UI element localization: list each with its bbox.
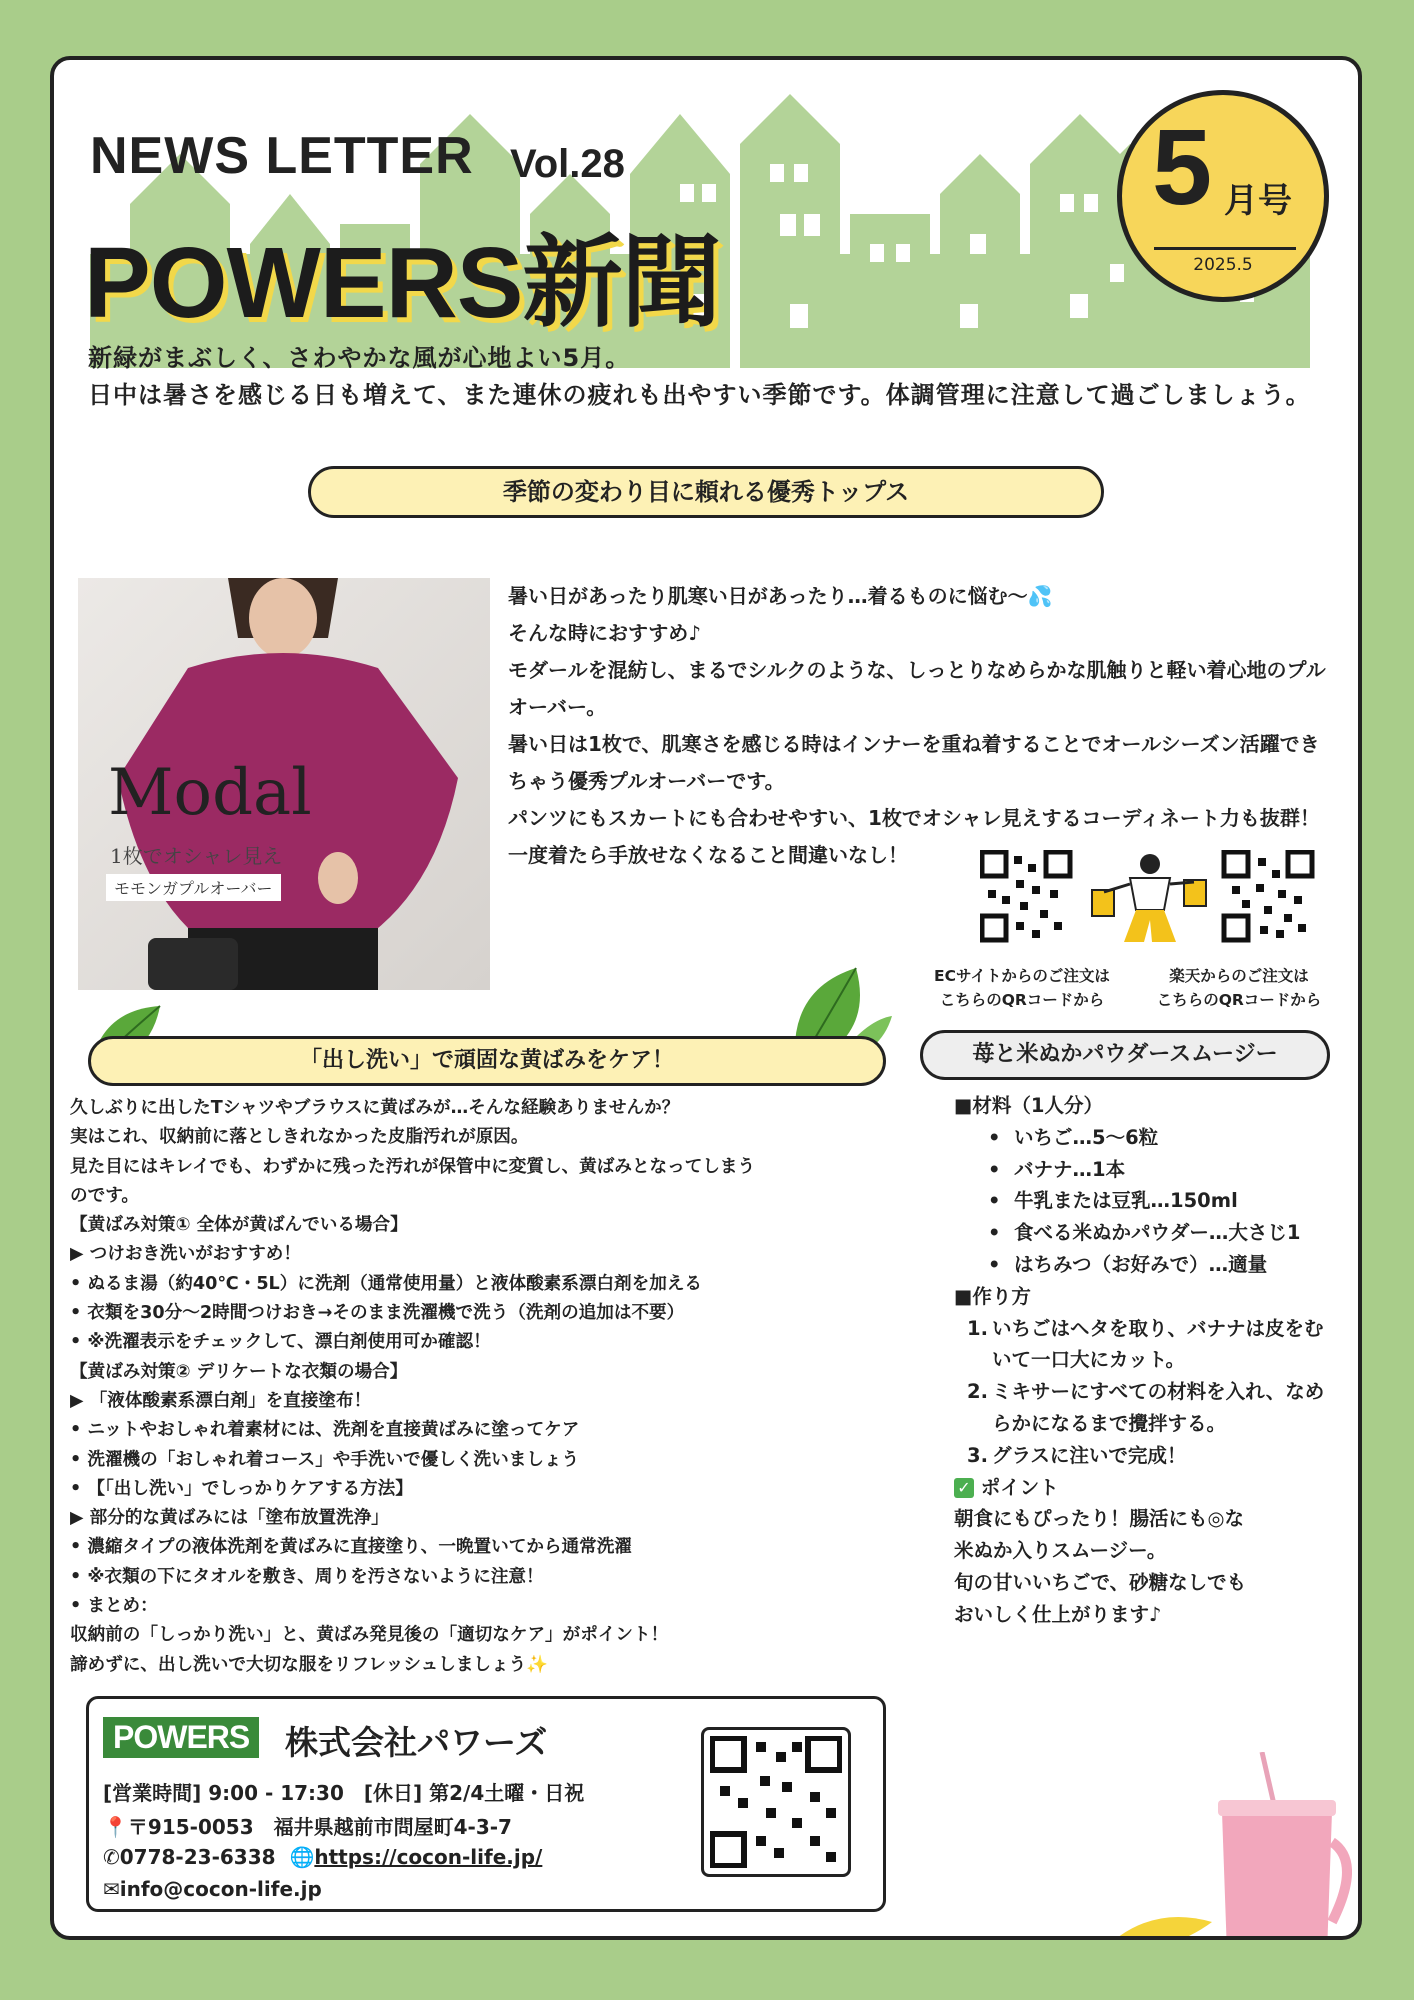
caption-line: 楽天からのご注文は [1169,967,1309,985]
point-title: ✓ ポイント [948,1472,1328,1504]
care-line: • ぬるま湯（約40℃・5L）に洗剤（通常使用量）と液体酸素系漂白剤を加える [70,1273,703,1294]
product-photo [78,578,490,990]
globe-icon: 🌐 [289,1845,315,1869]
page-title: POWERS新聞 [84,227,721,339]
caption-line: こちらのQRコードから [1156,991,1322,1009]
care-line: • ※衣類の下にタオルを敷き、周りを汚さないように注意！ [70,1566,544,1587]
website-link[interactable]: https://cocon-life.jp/ [314,1845,543,1869]
care-line: • まとめ： [70,1596,158,1617]
recipe-step: 3. グラスに注いで完成！ [967,1443,1187,1467]
smoothie-recipe [948,1090,1328,1631]
month-badge [1117,90,1329,302]
ingredient-item: • いちご…5〜6粒 [988,1125,1159,1149]
care-line: • ニットやおしゃれ着素材には、洗剤を直接黄ばみに塗ってケア [70,1420,580,1441]
care-heading: 「出し洗い」で頑固な黄ばみをケア！ [88,1036,886,1086]
tops-description [508,578,1328,874]
rakuten-qr-code[interactable] [1222,850,1314,942]
month-divider [1154,247,1296,250]
tops-paragraph: 一度着たら手放せなくなること間違いなし！ [508,843,908,867]
caption-line: こちらのQRコードから [939,991,1105,1009]
location-pin-icon: 📍 [103,1815,128,1839]
care-line: 【黄ばみ対策② デリケートな衣類の場合】 [70,1361,408,1382]
ec-qr-caption [924,964,1120,1012]
ingredient-item: • 牛乳または豆乳…150ml [988,1189,1238,1213]
check-icon: ✓ [954,1478,974,1498]
ec-qr-code[interactable] [980,850,1072,942]
care-line: 【黄ばみ対策① 全体が黄ばんでいる場合】 [70,1215,408,1236]
rakuten-qr-caption [1144,964,1334,1012]
caption-line: ECサイトからのご注文は [934,967,1110,985]
tops-heading: 季節の変わり目に頼れる優秀トップス [308,466,1104,518]
tops-paragraph: 暑い日は1枚で、肌寒さを感じる時はインナーを重ね着することでオールシーズン活躍できちゃう優秀プルオーバーです。 [508,732,1320,793]
newsletter-label: NEWS LETTER [90,127,474,185]
company-logo: POWERS [103,1717,259,1758]
newsletter-page [50,56,1362,1940]
intro-line: 新緑がまぶしく、さわやかな風が心地よい5月。 [88,344,631,372]
care-line: ▶ つけおき洗いがおすすめ！ [70,1244,301,1265]
care-text [70,1094,910,1680]
company-name: 株式会社パワーズ [285,1723,548,1762]
photo-overlay-word: Modal [108,756,312,830]
point-line: 米ぬか入りスムージー。 [954,1539,1167,1563]
business-hours: [営業時間] 9:00 - 17:30 [休日] 第2/4土曜・日祝 [103,1781,585,1805]
issue-date: 2025.5 [1193,255,1253,275]
email-address[interactable]: info@cocon-life.jp [119,1877,322,1901]
care-line: • 衣類を30分〜2時間つけおき→そのまま洗濯機で洗う（洗剤の追加は不要） [70,1303,685,1324]
recipe-step: 2. ミキサーにすべての材料を入れ、なめらかになるまで攪拌する。 [967,1380,1325,1435]
tops-paragraph: そんな時におすすめ♪ [508,621,701,645]
month-unit: 月号 [1224,181,1292,221]
smoothie-heading: 苺と米ぬかパウダースムージー [920,1030,1330,1080]
ingredient-item: • 食べる米ぬかパウダー…大さじ1 [988,1221,1301,1245]
recipe-step: 1. いちごはヘタを取り、バナナは皮をむいて一口大にカット。 [967,1316,1324,1372]
point-line: おいしく仕上がります♪ [954,1602,1162,1626]
care-line: ▶ 「液体酸素系漂白剤」を直接塗布！ [70,1390,372,1411]
tops-paragraph: モダールを混紡し、まるでシルクのような、しっとりなめらかな肌触りと軽い着心地のプルオーバー。 [508,658,1326,719]
care-line: 久しぶりに出したTシャツやブラウスに黄ばみが…そんな経験ありませんか？ [70,1098,680,1118]
mail-icon: ✉ [103,1877,120,1901]
volume-number: Vol.28 [510,142,625,186]
phone-number[interactable]: 0778-23-6338 [119,1845,276,1869]
ingredients-title: ■材料（1人分） [954,1094,1103,1117]
email-line [103,1877,322,1901]
contact-line [103,1845,542,1869]
intro-line: 日中は暑さを感じる日も増えて、また連休の疲れも出やすい季節です。体調管理に注意して過ごしましょう。 [88,381,1311,409]
tops-paragraph: パンツにもスカートにも合わせやすい、1枚でオシャレ見えするコーディネート力も抜群！ [508,806,1320,830]
intro-text [88,340,1328,414]
care-line: 実はこれ、収納前に落としきれなかった皮脂汚れが原因。 [70,1127,529,1148]
care-line: ▶ 部分的な黄ばみには「塗布放置洗浄」 [70,1508,389,1529]
care-line: 見た目にはキレイでも、わずかに残った汚れが保管中に変質し、黄ばみとなってしまう [70,1156,756,1177]
photo-product-tag: モモンガプルオーバー [106,874,281,901]
care-line: のです。 [70,1185,139,1206]
ingredient-item: • バナナ…1本 [988,1157,1126,1181]
steps-title: ■作り方 [954,1284,1031,1308]
care-line: • 【「出し洗い」でしっかりケアする方法】 [70,1478,413,1499]
tops-paragraph: 暑い日があったり肌寒い日があったり…着るものに悩む〜💦 [508,584,1053,608]
photo-overlay-subtitle: 1枚でオシャレ見え [110,844,283,868]
month-number: 5 [1152,106,1213,227]
care-line: • 洗濯機の「おしゃれ着コース」や手洗いで優しく洗いましょう [70,1449,580,1470]
company-qr-code[interactable] [701,1727,851,1877]
point-line: 朝食にもぴったり！腸活にも◎な [954,1507,1245,1531]
care-line: • 濃縮タイプの液体洗剤を黄ばみに直接塗り、一晩置いてから通常洗濯 [70,1537,632,1558]
phone-icon: ✆ [103,1845,120,1869]
shopping-person-illustration [1092,854,1206,942]
ingredient-item: • はちみつ（お好みで）…適量 [988,1252,1268,1276]
care-line: 収納前の「しっかり洗い」と、黄ばみ発見後の「適切なケア」がポイント！ [70,1625,669,1646]
qr-code-row [980,850,1320,946]
point-line: 旬の甘いいちごで、砂糖なしでも [954,1570,1247,1594]
care-line: 諦めずに、出し洗いで大切な服をリフレッシュしましょう✨ [70,1654,549,1675]
smoothie-illustration [1082,1752,1352,1940]
address: 📍〒915-0053 福井県越前市問屋町4-3-7 [103,1815,512,1839]
care-line: • ※洗濯表示をチェックして、漂白剤使用可か確認！ [70,1332,491,1353]
company-footer [86,1696,886,1912]
